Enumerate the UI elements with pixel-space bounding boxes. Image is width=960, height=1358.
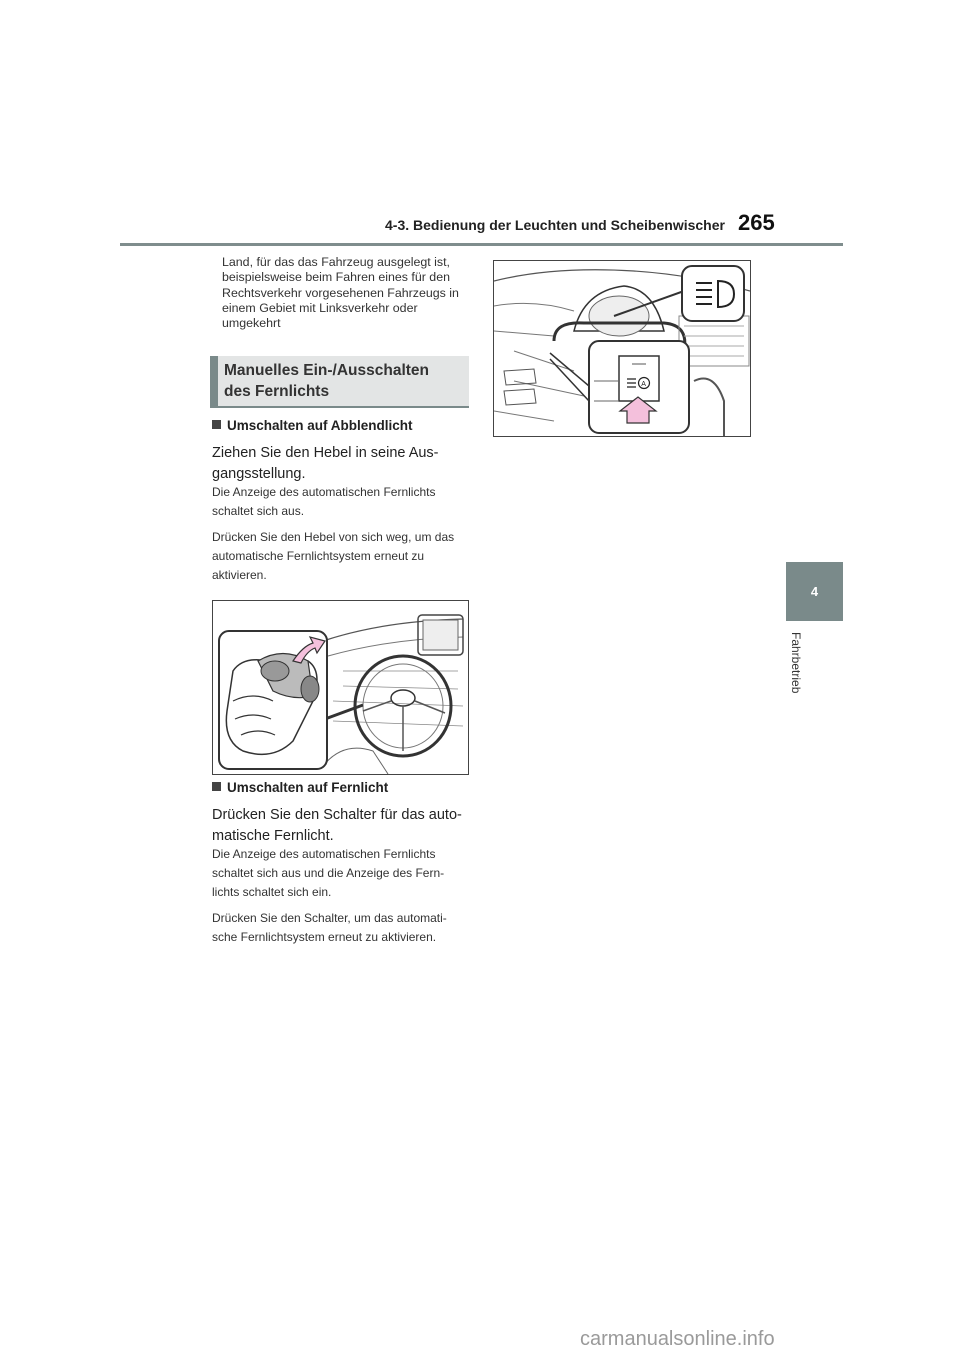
section-heading-line2: des Fernlichts — [224, 383, 330, 400]
bullet-square-icon — [212, 782, 221, 791]
chapter-label: Fahrbetrieb — [789, 632, 803, 694]
page-number: 265 — [738, 210, 775, 235]
bullet-square-icon — [212, 420, 221, 429]
watermark: carmanualsonline.info — [580, 1328, 775, 1350]
svg-text:A: A — [641, 381, 646, 388]
lever-illustration — [212, 600, 469, 775]
high-beam-note-1: Die Anzeige des automatischen Fernlichts schaltet sich aus und die Anzeige des Fern-lichts schaltet sich ein. — [212, 847, 445, 899]
high-beam-instruction: Drücken Sie den Schalter für das auto-matische Fernlicht. — [212, 807, 462, 844]
header-divider — [120, 243, 843, 246]
chapter-number: 4 — [810, 584, 819, 599]
low-beam-instruction: Ziehen Sie den Hebel in seine Aus-gangsstellung. — [212, 445, 439, 482]
section-heading-line1: Manuelles Ein-/Ausschalten — [224, 362, 429, 379]
high-beam-subheading: Umschalten auf Fernlicht — [212, 780, 388, 795]
section-title: 4-3. Bedienung der Leuchten und Scheibenwischer — [385, 217, 725, 233]
low-beam-note-1: Die Anzeige des automatischen Fernlichts schaltet sich aus. — [212, 485, 436, 518]
low-beam-note-2: Drücken Sie den Hebel von sich weg, um das automatische Fernlichtsystem erneut zu aktivieren. — [212, 530, 455, 582]
high-beam-note-2: Drücken Sie den Schalter, um das automati-sche Fernlichtsystem erneut zu aktivieren. — [212, 911, 447, 944]
chapter-tab — [786, 562, 843, 621]
section-heading-bar — [210, 356, 218, 408]
low-beam-subheading: Umschalten auf Abblendlicht — [212, 418, 413, 433]
section-heading — [224, 360, 464, 402]
switch-illustration — [493, 260, 751, 437]
intro-paragraph: Land, für das das Fahrzeug ausgelegt ist, beispielsweise beim Fahren eines für den Rechtsverkehr vorgesehenen Fahrzeugs in einem Gebiet mit Linksverkehr oder umgekehrt — [222, 255, 459, 331]
